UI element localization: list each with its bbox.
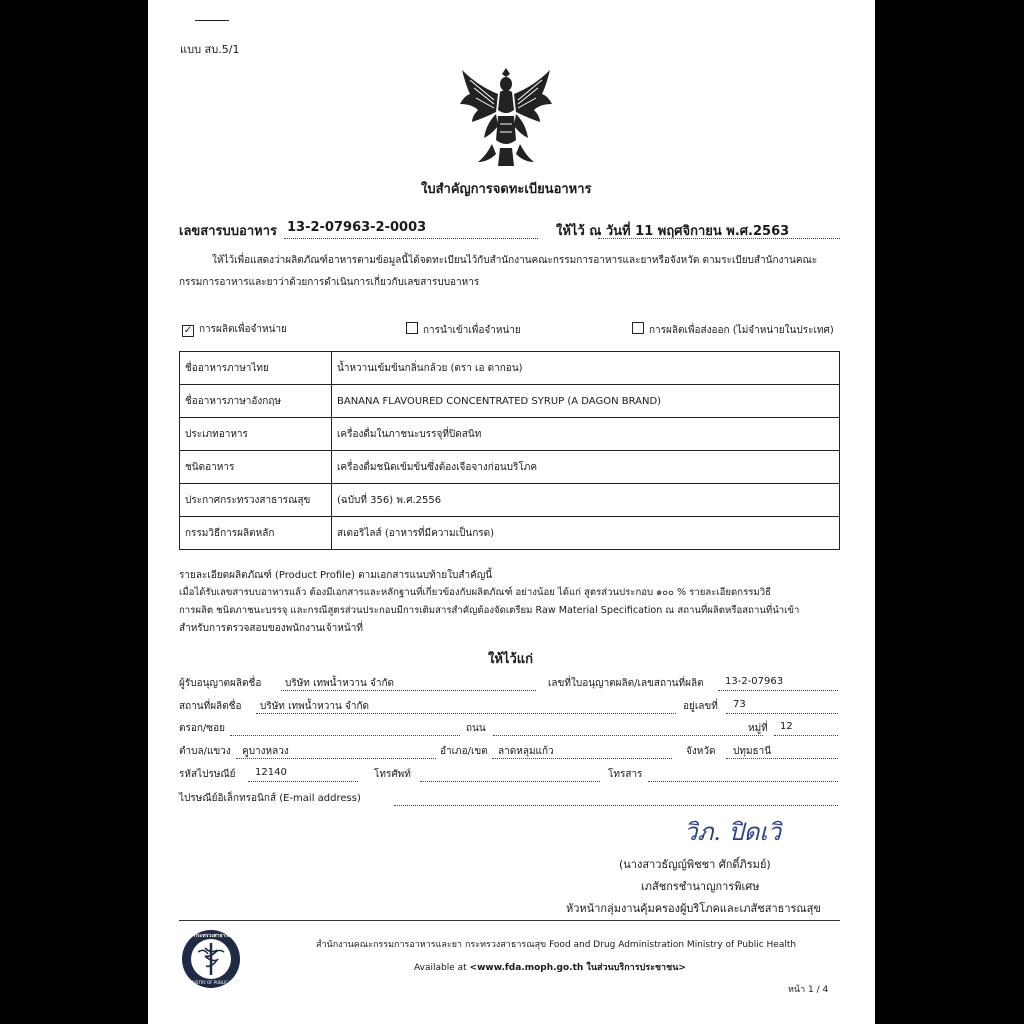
postcode-value: 12140 <box>255 767 287 778</box>
seal-text-bottom: MINISTRY OF PUBLIC HEALTH <box>187 980 245 985</box>
table-row <box>180 418 840 451</box>
profile-line-3: การผลิต ชนิดภาชนะบรรจุ และกรณีสูตรส่วนประกอบมีการเติมสารสำคัญต้องจัดเตรียม Raw Material Specification ณ สถานที่ผลิตหรือสถานที่นำเข้า <box>179 605 800 616</box>
option-export <box>632 322 834 338</box>
profile-line-2: เมื่อได้รับเลขสารบบอาหารแล้ว ต้องมีเอกสารและหลักฐานที่เกี่ยวข้องกับผลิตภัณฑ์ อย่างน้อย ได้แก่ สูตรส่วนประกอบ ๑๐๐ % รายละเอียดกรรมวิธี <box>179 587 771 598</box>
subdistrict-label: ตำบล/แขวง <box>179 746 231 757</box>
fda-website-link[interactable]: <www.fda.moph.go.th ในส่วนบริการประชาชน> <box>469 963 686 973</box>
footer-agency: สำนักงานคณะกรรมการอาหารและยา กระทรวงสาธารณสุข Food and Drug Administration Ministry of Public Health <box>316 940 797 950</box>
table-row <box>180 352 840 385</box>
email-label: ไปรษณีย์อิเล็กทรอนิกส์ (E-mail address) <box>179 793 361 804</box>
signer-name: (นางสาวธัญญ์พิชชา ศักดิ์ภิรมย์) <box>619 858 771 871</box>
document-page <box>148 0 875 1024</box>
fax-label: โทรสาร <box>608 769 643 780</box>
footer-divider <box>179 920 840 921</box>
license-no-underline <box>718 690 838 691</box>
footer-available-prefix: Available at <box>414 963 467 973</box>
site-value: บริษัท เทพน้ำหวาน จำกัด <box>260 701 369 712</box>
row-value: น้ำหวานเข้มข้นกลิ่นกล้วย (ตรา เอ ดากอน) <box>332 352 840 385</box>
license-no-label: เลขที่ใบอนุญาตผลิต/เลขสถานที่ผลิต <box>548 678 704 689</box>
site-underline <box>256 713 676 714</box>
licensee-underline <box>281 690 536 691</box>
row-label: กรรมวิธีการผลิตหลัก <box>180 517 332 550</box>
issued-date-underline <box>598 238 840 239</box>
footer-available <box>414 960 686 974</box>
seal-text-top: กระทรวงสาธารณสุข <box>194 933 240 939</box>
soi-label: ตรอก/ซอย <box>179 723 225 734</box>
handwritten-signature: วิภ. ปิดเวิ <box>684 818 782 846</box>
signer-position-2: หัวหน้ากลุ่มงานคุ้มครองผู้บริโภคและเภสัชสาธารณสุข <box>566 902 821 915</box>
row-value: สเตอริไลส์ (อาหารที่มีความเป็นกรด) <box>332 517 840 550</box>
house-no-label: อยู่เลขที่ <box>683 701 718 712</box>
profile-line-1: รายละเอียดผลิตภัณฑ์ (Product Profile) ตามเอกสารแนบท้ายใบสำคัญนี้ <box>179 570 493 581</box>
option-label: การนำเข้าเพื่อจำหน่าย <box>423 325 521 336</box>
table-row <box>180 451 840 484</box>
row-value: (ฉบับที่ 356) พ.ศ.2556 <box>332 484 840 517</box>
row-value: เครื่องดื่มชนิดเข้มข้นซึ่งต้องเจือจางก่อนบริโภค <box>332 451 840 484</box>
option-label: การผลิตเพื่อส่งออก (ไม่จำหน่ายในประเทศ) <box>649 325 834 336</box>
subdistrict-underline <box>236 758 436 759</box>
table-row <box>180 484 840 517</box>
province-label: จังหวัด <box>686 746 716 757</box>
province-value: ปทุมธานี <box>733 746 772 757</box>
food-reg-number: 13-2-07963-2-0003 <box>287 220 427 235</box>
row-label: ประเภทอาหาร <box>180 418 332 451</box>
profile-line-4: สำหรับการตรวจสอบของพนักงานเจ้าหน้าที่ <box>179 623 363 634</box>
district-underline <box>492 758 672 759</box>
fax-underline <box>648 781 838 782</box>
table-row <box>180 517 840 550</box>
food-reg-underline <box>284 238 538 239</box>
house-no-value: 73 <box>733 699 746 710</box>
food-reg-label: เลขสารบบอาหาร <box>179 224 277 239</box>
intro-line-2: กรรมการอาหารและยาว่าด้วยการดำเนินการเกี่ยวกับเลขสารบบอาหาร <box>179 277 480 288</box>
checkbox-manufacture[interactable]: ✓ <box>183 325 193 336</box>
row-label: ประกาศกระทรวงสาธารณสุข <box>180 484 332 517</box>
checkbox-export[interactable] <box>632 322 644 334</box>
house-no-underline <box>726 713 838 714</box>
option-import <box>406 322 521 338</box>
checkbox-import[interactable] <box>406 322 418 334</box>
garuda-emblem <box>456 64 556 170</box>
subdistrict-value: คูบางหลวง <box>242 746 289 757</box>
road-underline <box>493 735 763 736</box>
intro-line-1: ให้ไว้เพื่อแสดงว่าผลิตภัณฑ์อาหารตามข้อมูลนี้ได้จดทะเบียนไว้กับสำนักงานคณะกรรมการอาหารและยาหรือจังหวัด ตามระเบียบสำนักงานคณะ <box>212 255 818 266</box>
license-no-value: 13-2-07963 <box>725 676 784 687</box>
postcode-label: รหัสไปรษณีย์ <box>179 769 236 780</box>
road-label: ถนน <box>466 723 486 734</box>
moo-value: 12 <box>780 721 793 732</box>
district-label: อำเภอ/เขต <box>440 746 488 757</box>
form-code: แบบ สบ.5/1 <box>180 43 240 56</box>
licensee-label: ผู้รับอนุญาตผลิตชื่อ <box>179 678 262 689</box>
moo-underline <box>774 735 838 736</box>
soi-underline <box>230 735 460 736</box>
row-value: เครื่องดื่มในภาชนะบรรจุที่ปิดสนิท <box>332 418 840 451</box>
postcode-underline <box>248 781 358 782</box>
doc-title: ใบสำคัญการจดทะเบียนอาหาร <box>421 182 592 197</box>
row-label: ชนิดอาหาร <box>180 451 332 484</box>
district-value: ลาดหลุมแก้ว <box>498 746 554 757</box>
top-dash <box>195 20 229 21</box>
row-label: ชื่ออาหารภาษาอังกฤษ <box>180 385 332 418</box>
email-underline <box>394 805 838 806</box>
licensee-value: บริษัท เทพน้ำหวาน จำกัด <box>285 678 394 689</box>
option-label: การผลิตเพื่อจำหน่าย <box>199 324 287 335</box>
issued-to-heading: ให้ไว้แก่ <box>488 652 534 667</box>
page-number: หน้า 1 / 4 <box>788 985 829 995</box>
phone-underline <box>420 781 600 782</box>
province-underline <box>726 758 838 759</box>
issued-date: ให้ไว้ ณ วันที่ 11 พฤศจิกายน พ.ศ.2563 <box>556 224 790 239</box>
site-label: สถานที่ผลิตชื่อ <box>179 701 242 712</box>
option-manufacture <box>182 322 287 337</box>
moo-label: หมู่ที่ <box>748 723 768 734</box>
phone-label: โทรศัพท์ <box>374 769 411 780</box>
row-value: BANANA FLAVOURED CONCENTRATED SYRUP (A DAGON BRAND) <box>332 385 840 418</box>
table-row <box>180 385 840 418</box>
food-info-table <box>179 351 840 550</box>
row-label: ชื่ออาหารภาษาไทย <box>180 352 332 385</box>
signer-position-1: เภสัชกรชำนาญการพิเศษ <box>641 880 760 893</box>
